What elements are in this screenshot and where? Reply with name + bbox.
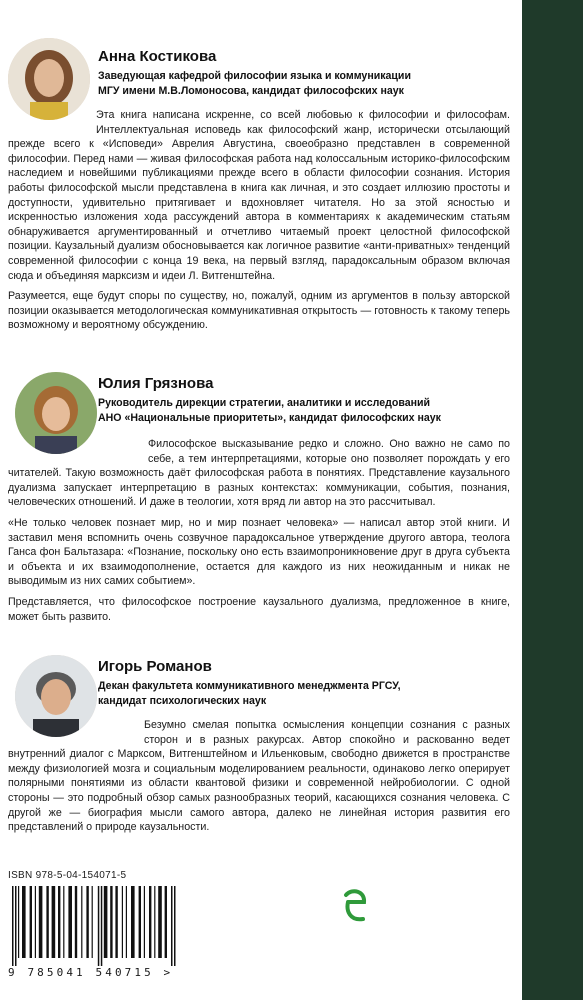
role-line: кандидат психологических наук — [98, 695, 267, 707]
author-role — [98, 679, 401, 709]
barcode-bar — [30, 886, 32, 958]
role-line: АНО «Национальные приоритеты», кандидат философских наук — [98, 412, 441, 424]
book-spine — [522, 0, 583, 1000]
review-paragraph: Эта книга написана искренне, со всей любовью к философии и философам. Интеллектуальная исповедь как философский жанр, исторически отсылающий прежде всего к «Исповеди» Аврелия Августина, своеобразно представлен в современной философии. Перед нами — живая философская работа над колоссальным историко-философским наследием и новейшими публикациями прежде всего в области философии сознания. История работы философской мысли представлена в книга как личная, и это создает иллюзию простоты и доступности, удивительно притягивает и вдохновляет читателя. Но за этой ясностью и искренностью изложения хода рассуждений автора в комментариях к академическим статьям обнаруживается аргументированный и отчетливо читаемый проект целостной философской позиции. Каузальный дуализм обосновывается как логичное развитие «анти-приватных» тенденций современной философии с конца 19 века, на первый взгляд, парадоксальным образом включая сюда и объединяя марксизм и идеи Л. Витгенштейна. — [8, 109, 510, 282]
review-paragraph: Представляется, что философское построение каузального дуализма, предложенное в книге, может быть развито. — [8, 595, 510, 623]
role-line: Декан факультета коммуникативного менеджмента РГСУ, — [98, 680, 401, 692]
review-paragraph: «Не только человек познает мир, но и мир познает человека» — написал автор этой книги. И заставил меня вспомнить очень созвучное парадоксальное утверждение другого автора, теолога Ганса фон Бальтазара: «Познание, поскольку оно есть взаимопроникновение друг в друга субъекта и объекта и их взаимодополнение, остается для каждого из них неожиданным и никак не выводимым из них самих событием». — [8, 516, 510, 588]
barcode-bar — [81, 886, 82, 958]
barcode-bar — [139, 886, 141, 958]
role-line: Заведующая кафедрой философии языка и коммуникации — [98, 70, 411, 82]
barcode-bar — [144, 886, 145, 958]
barcode — [8, 886, 228, 972]
barcode-bar — [39, 886, 43, 958]
barcode-bar — [68, 886, 72, 958]
barcode-bar — [86, 886, 88, 958]
role-line: МГУ имени М.В.Ломоносова, кандидат философских наук — [98, 85, 404, 97]
review-text — [8, 718, 510, 841]
author-name: Анна Костикова — [98, 48, 217, 65]
barcode-bar — [101, 886, 103, 966]
role-line: Руководитель дирекции стратегии, аналитики и исследований — [98, 397, 431, 409]
barcode-bar — [131, 886, 135, 958]
eksmo-e-icon — [340, 887, 368, 925]
barcode-bar — [18, 886, 19, 958]
author-name: Игорь Романов — [98, 658, 212, 675]
barcode-bar — [104, 886, 108, 958]
barcode-bar — [46, 886, 48, 958]
barcode-bar — [63, 886, 64, 958]
review-paragraph: Разумеется, еще будут споры по существу, но, пожалуй, одним из аргументов в пользу авторской позиции оказывается методологическая коммуникативная открытость — готовность к такому теперь возможному и вероятному обсуждению. — [8, 290, 510, 332]
barcode-bar — [115, 886, 117, 958]
barcode-bar — [75, 886, 77, 958]
barcode-bar — [171, 886, 173, 966]
review-paragraph: Безумно смелая попытка осмысления концепции сознания с разных сторон и в разных ракурсах. Автор спокойно и раскованно ведет внутренний диалог с Марксом, Витгенштейном и Ильенковым, свободно движется в пространстве между физиологией мозга и социальным моделированием реальности, одинаково легко оперирует полярными понятиями из области квантовой физики и современной нейробиологии. С одной стороны — это подробный обзор самых разнообразных теорий, касающихся сознания человека. С другой же — биография мысли самого автора, далеко не линейная история развития его представлений о природе каузальности. — [8, 719, 510, 834]
barcode-bar — [158, 886, 162, 958]
barcode-bar — [92, 886, 93, 958]
barcode-bar — [165, 886, 167, 958]
isbn-label: ISBN 978-5-04-154071-5 — [8, 870, 127, 881]
barcode-bar — [52, 886, 56, 958]
barcode-bar — [110, 886, 112, 958]
author-name: Юлия Грязнова — [98, 375, 214, 392]
barcode-bar — [122, 886, 123, 958]
barcode-bar — [149, 886, 151, 958]
barcode-bar — [154, 886, 155, 958]
barcode-digits: 9 785041 540715 > — [8, 966, 174, 979]
barcode-bar — [98, 886, 100, 966]
barcode-bar — [174, 886, 176, 966]
review-paragraph: Философское высказывание редко и сложно. Оно важно не само по себе, а тем интерпретациями, которые оно позволяет порождать у его читателей. Такую возможность даёт философская работа в понятиях. Представление каузального дуализма запускает интерпретацию в разных контекстах: коммуникации, события, познания, человеческих отношений. И даже в теологии, хотя вряд ли автор на это рассчитывал. — [8, 438, 510, 509]
barcode-bar — [22, 886, 26, 958]
barcode-bar — [35, 886, 36, 958]
barcode-bar — [12, 886, 14, 966]
barcode-bar — [126, 886, 127, 958]
barcode-bar — [58, 886, 60, 958]
barcode-bar — [15, 886, 17, 966]
